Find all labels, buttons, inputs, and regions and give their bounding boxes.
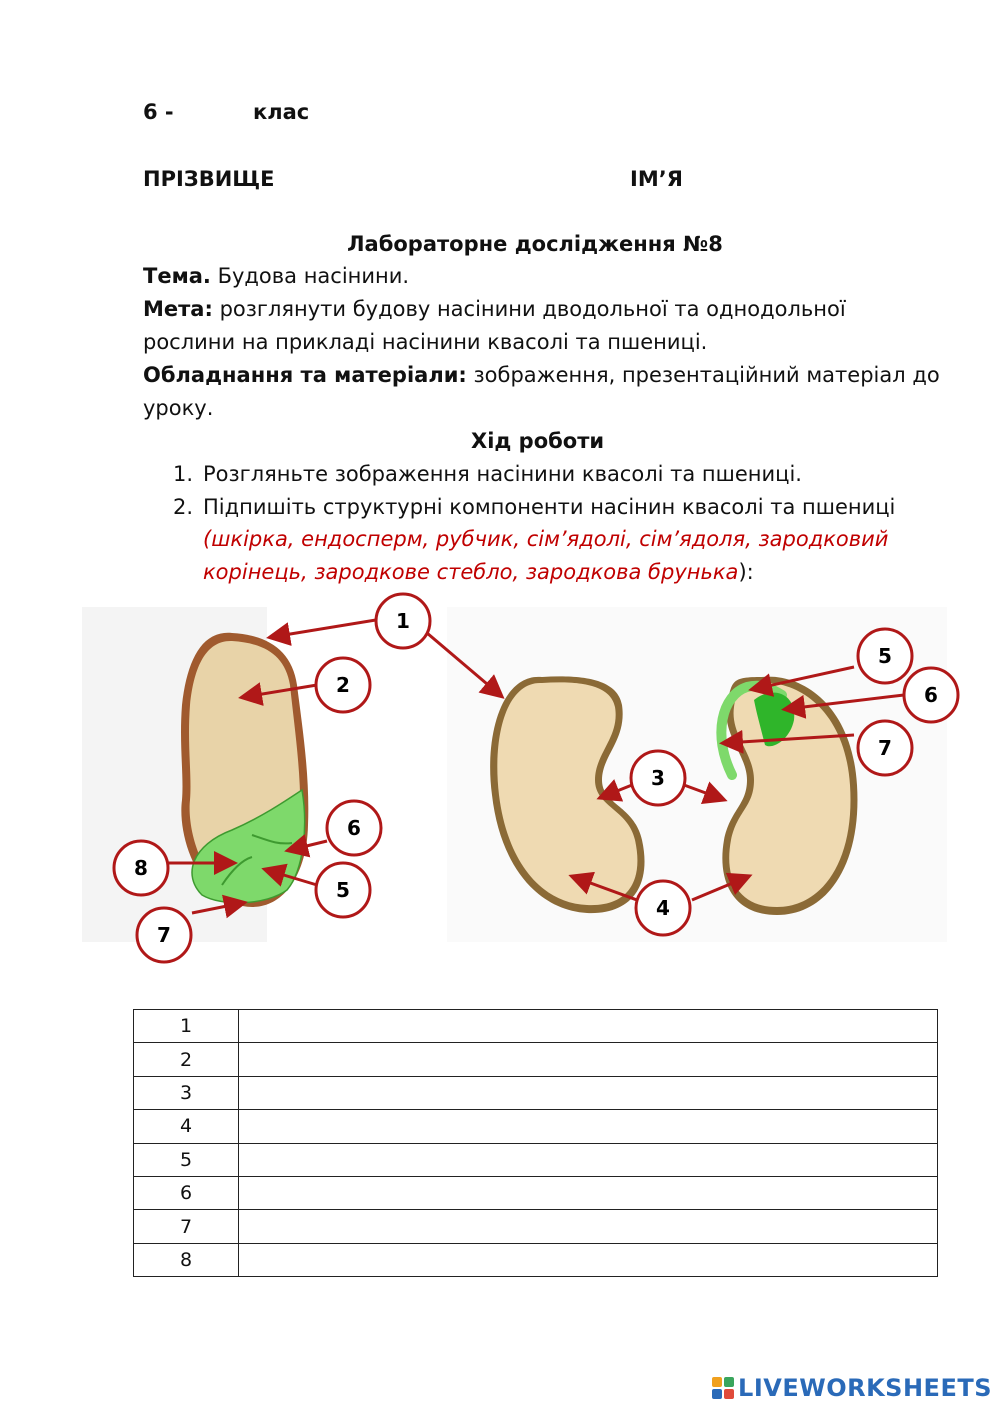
terms-line-2-list: корінець, зародкове стебло, зародкова брунька: [203, 560, 739, 584]
callout-6-right-text: 6: [924, 683, 938, 707]
goal-text-1: розглянути будову насінини дводольної та однодольної: [212, 297, 846, 321]
table-row: [134, 1176, 938, 1209]
step-2-text: Підпишіть структурні компоненти насінин квасолі та пшениці: [203, 495, 896, 519]
topic-line: [143, 260, 409, 292]
surname-label: ПРІЗВИЩЕ: [143, 167, 275, 191]
callout-6-left: [327, 801, 381, 855]
row-number: 1: [134, 1010, 239, 1043]
wheat-grain: [181, 633, 308, 907]
callout-4-text: 4: [656, 896, 670, 920]
callout-6-left-text: 6: [347, 816, 361, 840]
liveworksheets-logo[interactable]: [712, 1373, 992, 1403]
callout-5-left: [316, 863, 370, 917]
logo-tile-1: [712, 1377, 722, 1387]
answer-field-7[interactable]: [239, 1210, 938, 1243]
callout-5-left-text: 5: [336, 878, 350, 902]
table-row: [134, 1110, 938, 1143]
logo-tile-2: [724, 1377, 734, 1387]
callout-5-right: [858, 629, 912, 683]
answer-field-3[interactable]: [239, 1076, 938, 1109]
arrow-1a: [272, 619, 382, 637]
row-number: 6: [134, 1176, 239, 1209]
table-row: [134, 1010, 938, 1043]
answer-field-4[interactable]: [239, 1110, 938, 1143]
callout-8: [114, 841, 168, 895]
equipment-line-1: [143, 359, 940, 391]
terms-line-1: (шкірка, ендосперм, рубчик, сім’ядолі, сім’ядоля, зародковий: [203, 527, 889, 551]
page-title: Лабораторне дослідження №8: [347, 232, 723, 256]
grade-label: клас: [253, 100, 310, 124]
topic-label: Тема.: [143, 264, 211, 288]
name-label: ІМ’Я: [630, 167, 683, 191]
brand-logo-icon: [712, 1377, 734, 1399]
table-row: [134, 1243, 938, 1276]
answer-field-6[interactable]: [239, 1176, 938, 1209]
table-row: [134, 1143, 938, 1176]
grade-number: 6 -: [143, 100, 174, 124]
answer-field-5[interactable]: [239, 1143, 938, 1176]
seed-structure-figure: [82, 585, 962, 970]
callout-7-left: [137, 908, 191, 962]
logo-tile-3: [712, 1389, 722, 1399]
callout-3-text: 3: [651, 766, 665, 790]
callout-8-text: 8: [134, 856, 148, 880]
step-1-text: Розгляньте зображення насінини квасолі та пшениці.: [203, 462, 802, 486]
equipment-text-1: зображення, презентаційний матеріал до: [466, 363, 940, 387]
step-2-number: 2.: [173, 495, 194, 519]
equipment-label: Обладнання та матеріали:: [143, 363, 467, 387]
terms-tail: ):: [738, 560, 754, 584]
logo-tile-4: [724, 1389, 734, 1399]
procedure-heading: Хід роботи: [471, 429, 605, 453]
callout-7-right-text: 7: [878, 736, 892, 760]
table-row: [134, 1210, 938, 1243]
brand-name: LIVEWORKSHEETS: [738, 1374, 992, 1402]
row-number: 5: [134, 1143, 239, 1176]
row-number: 4: [134, 1110, 239, 1143]
callout-1-text: 1: [396, 609, 410, 633]
goal-text-2: рослини на прикладі насінини квасолі та пшениці.: [143, 330, 708, 354]
table-row: [134, 1043, 938, 1076]
callout-2: [316, 658, 370, 712]
callout-1: [376, 594, 430, 648]
answer-table: [133, 1009, 938, 1277]
row-number: 8: [134, 1243, 239, 1276]
callout-7-right: [858, 721, 912, 775]
answer-field-8[interactable]: [239, 1243, 938, 1276]
callout-2-text: 2: [336, 673, 350, 697]
callout-3: [631, 751, 685, 805]
goal-label: Мета:: [143, 297, 213, 321]
callout-5-right-text: 5: [878, 644, 892, 668]
answer-field-2[interactable]: [239, 1043, 938, 1076]
answer-field-1[interactable]: [239, 1010, 938, 1043]
terms-line-2: [203, 556, 754, 588]
topic-text: Будова насінини.: [210, 264, 410, 288]
row-number: 2: [134, 1043, 239, 1076]
callout-7-left-text: 7: [157, 923, 171, 947]
equipment-text-2: уроку.: [143, 396, 214, 420]
row-number: 3: [134, 1076, 239, 1109]
callout-4: [636, 881, 690, 935]
step-1-number: 1.: [173, 462, 194, 486]
goal-line-1: [143, 293, 846, 325]
row-number: 7: [134, 1210, 239, 1243]
table-row: [134, 1076, 938, 1109]
callout-6-right: [904, 668, 958, 722]
